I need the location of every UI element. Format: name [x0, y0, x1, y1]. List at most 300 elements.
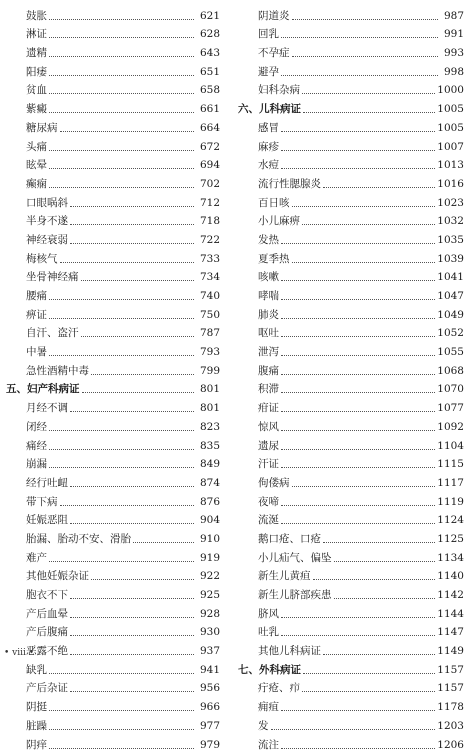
toc-entry-title: 发热: [258, 233, 279, 246]
dot-leader: [70, 410, 194, 412]
dot-leader: [302, 223, 435, 225]
toc-entry: [6, 733, 220, 752]
toc-page-number: 919: [199, 551, 220, 564]
toc-entry: [6, 621, 220, 640]
toc-page-number: 1125: [437, 532, 464, 545]
toc-page-number: 979: [199, 738, 220, 751]
toc-entry: [238, 378, 464, 397]
dot-leader: [70, 634, 194, 636]
toc-entry-title: 恶露不绝: [26, 645, 68, 658]
toc-section-heading: [238, 97, 464, 116]
toc-right-column: [238, 4, 464, 752]
toc-page-number: 1142: [437, 589, 464, 601]
toc-entry: [238, 191, 464, 210]
toc-entry: [6, 60, 220, 79]
toc-page-number: 651: [199, 65, 220, 78]
dot-leader: [49, 111, 194, 113]
dot-leader: [49, 36, 194, 38]
toc-page-number: 1047: [437, 290, 464, 302]
toc-entry: [238, 359, 464, 378]
toc-entry: [238, 340, 464, 359]
toc-entry: [6, 116, 220, 135]
toc-page-number: 904: [199, 514, 220, 527]
toc-entry-title: 中暑: [26, 346, 47, 359]
toc-entry-title: 流行性腮腺炎: [258, 177, 321, 190]
toc-page-number: 712: [199, 196, 220, 209]
dot-leader: [81, 335, 195, 337]
toc-page-number: 643: [199, 47, 220, 60]
toc-entry: [6, 415, 220, 434]
dot-leader: [323, 186, 435, 188]
toc-entry-title: 腹痛: [258, 364, 279, 377]
dot-leader: [281, 167, 435, 169]
toc-page-number: 991: [443, 28, 464, 41]
toc-page-number: 1134: [437, 551, 464, 564]
toc-page-number: 722: [199, 233, 220, 246]
dot-leader: [49, 18, 194, 20]
toc-entry: [238, 695, 464, 714]
dot-leader: [281, 317, 435, 319]
dot-leader: [49, 92, 194, 94]
page-number-footer: • viii •: [4, 648, 35, 658]
toc-entry-title: 口眼㖞斜: [26, 196, 68, 209]
toc-entry: [6, 41, 220, 60]
toc-entry: [238, 639, 464, 658]
toc-entry-title: 百日咳: [258, 196, 290, 209]
dot-leader: [292, 485, 436, 487]
toc-entry-title: 痹证: [26, 308, 47, 321]
toc-entry-title: 急性酒精中毒: [26, 364, 89, 377]
toc-entry: [238, 602, 464, 621]
dot-leader: [49, 317, 194, 319]
toc-entry-title: 惊风: [258, 420, 279, 433]
toc-entry: [6, 509, 220, 528]
toc-entry: [6, 527, 220, 546]
toc-entry: [238, 322, 464, 341]
dot-leader: [292, 18, 439, 20]
toc-entry: [238, 490, 464, 509]
toc-page-number: 658: [199, 84, 220, 97]
toc-entry-title: 夜啼: [258, 495, 279, 508]
toc-page-number: 928: [199, 607, 220, 620]
dot-leader: [49, 167, 194, 169]
toc-entry-title: 痛经: [26, 439, 47, 452]
toc-entry: [238, 396, 464, 415]
toc-entry-title: 鹅口疮、口疮: [258, 532, 321, 545]
toc-entry-title: 坐骨神经痛: [26, 271, 79, 284]
dot-leader: [281, 74, 438, 76]
toc-entry: [6, 303, 220, 322]
toc-page-number: 733: [199, 252, 220, 265]
dot-leader: [281, 466, 435, 468]
toc-entry-title: 鼓胀: [26, 9, 47, 22]
toc-page-number: 1032: [437, 215, 464, 228]
dot-leader: [281, 616, 435, 618]
toc-page-number: 672: [199, 140, 220, 153]
toc-entry: [6, 490, 220, 509]
toc-entry: [238, 546, 464, 565]
toc-entry: [6, 210, 220, 229]
toc-entry: [238, 266, 464, 285]
toc-entry-title: 崩漏: [26, 458, 47, 471]
toc-entry-title: 阴道炎: [258, 9, 290, 22]
dot-leader: [281, 335, 435, 337]
toc-entry: [6, 396, 220, 415]
toc-entry: [6, 565, 220, 584]
toc-page-number: 1147: [437, 626, 464, 639]
toc-page-number: 750: [199, 308, 220, 321]
toc-entry: [238, 4, 464, 23]
toc-page-number: 799: [199, 364, 220, 377]
toc-entry: [6, 340, 220, 359]
toc-page-number: 793: [199, 346, 220, 359]
dot-leader: [60, 504, 195, 506]
toc-entry-title: 淋证: [26, 28, 47, 41]
dot-leader: [292, 55, 439, 57]
toc-page-number: 740: [199, 290, 220, 302]
toc-entry-title: 呕吐: [258, 327, 279, 340]
dot-leader: [281, 36, 438, 38]
toc-page-number: 1055: [437, 346, 464, 359]
toc-entry: [238, 23, 464, 42]
toc-entry: [238, 210, 464, 229]
toc-page-number: 876: [199, 495, 220, 508]
toc-entry-title: 贫血: [26, 84, 47, 97]
dot-leader: [91, 578, 194, 580]
toc-entry-title: 不孕症: [258, 47, 290, 60]
toc-entry: [238, 453, 464, 472]
toc-entry: [6, 677, 220, 696]
toc-entry-title: 腰痛: [26, 290, 47, 302]
dot-leader: [49, 149, 194, 151]
toc-entry: [6, 695, 220, 714]
toc-page-number: 998: [443, 65, 464, 78]
toc-page-number: 1068: [437, 364, 464, 377]
toc-page-number: 966: [199, 701, 220, 714]
toc-entry-title: 月经不调: [26, 402, 68, 415]
toc-entry-title: 阴挺: [26, 701, 47, 714]
toc-entry: [238, 415, 464, 434]
dot-leader: [49, 466, 194, 468]
toc-entry: [238, 135, 464, 154]
dot-leader: [334, 560, 436, 562]
toc-entry-title: 缺乳: [26, 663, 47, 676]
toc-page-number: 1052: [437, 327, 464, 340]
toc-entry: [6, 639, 220, 658]
toc-entry: [6, 135, 220, 154]
dot-leader: [60, 130, 195, 132]
toc-entry-title: 遗精: [26, 47, 47, 60]
dot-leader: [82, 391, 195, 393]
toc-page-number: 1016: [437, 177, 464, 190]
dot-leader: [49, 672, 194, 674]
toc-page-number: 1005: [437, 103, 464, 116]
toc-entry: [6, 434, 220, 453]
toc-entry: [6, 583, 220, 602]
toc-entry-title: 脏躁: [26, 719, 47, 732]
toc-entry-title: 脐风: [258, 607, 279, 620]
toc-page-number: 1104: [437, 439, 464, 452]
toc-entry: [238, 565, 464, 584]
dot-leader: [70, 616, 194, 618]
dot-leader: [49, 429, 194, 431]
toc-entry-title: 新生儿黄疸: [258, 570, 311, 583]
toc-entry: [6, 453, 220, 472]
toc-entry: [238, 677, 464, 696]
dot-leader: [303, 672, 435, 674]
dot-leader: [60, 261, 195, 263]
toc-entry-title: 六、儿科病证: [238, 103, 301, 116]
toc-page-number: 1144: [437, 607, 464, 620]
toc-entry: [238, 228, 464, 247]
dot-leader: [70, 653, 194, 655]
dot-leader: [81, 279, 195, 281]
toc-entry-title: 闭经: [26, 420, 47, 433]
dot-leader: [281, 504, 435, 506]
dot-leader: [323, 653, 435, 655]
dot-leader: [292, 261, 436, 263]
toc-entry: [238, 154, 464, 173]
dot-leader: [281, 709, 435, 711]
toc-entry: [238, 434, 464, 453]
dot-leader: [70, 485, 194, 487]
toc-page-number: 823: [199, 420, 220, 433]
toc-page-number: 1140: [437, 570, 464, 583]
toc-entry: [6, 23, 220, 42]
dot-leader: [49, 560, 194, 562]
toc-entry: [6, 266, 220, 285]
toc-page-number: 1115: [437, 458, 464, 471]
toc-page-number: 1077: [437, 402, 464, 415]
toc-entry-title: 半身不遂: [26, 215, 68, 228]
dot-leader: [281, 298, 435, 300]
toc-entry-title: 妊娠恶阻: [26, 514, 68, 527]
toc-entry-title: 癫痫: [26, 177, 47, 190]
dot-leader: [70, 597, 194, 599]
dot-leader: [292, 205, 436, 207]
toc-page-number: 977: [199, 719, 220, 732]
dot-leader: [302, 690, 435, 692]
dot-leader: [302, 92, 435, 94]
toc-entry: [6, 471, 220, 490]
toc-entry-title: 其他妊娠杂证: [26, 570, 89, 583]
toc-entry: [6, 546, 220, 565]
dot-leader: [281, 634, 435, 636]
toc-entry-title: 产后腹痛: [26, 626, 68, 639]
toc-entry-title: 水痘: [258, 159, 279, 172]
toc-page-number: 956: [199, 682, 220, 695]
dot-leader: [49, 709, 194, 711]
toc-page-number: 1039: [437, 252, 464, 265]
dot-leader: [303, 111, 435, 113]
toc-entry: [238, 527, 464, 546]
dot-leader: [49, 55, 194, 57]
dot-leader: [281, 279, 435, 281]
toc-page-number: 993: [443, 47, 464, 60]
toc-entry-title: 带下病: [26, 495, 58, 508]
dot-leader: [70, 522, 194, 524]
toc-page-number: 718: [199, 215, 220, 228]
dot-leader: [281, 373, 435, 375]
toc-entry-title: 回乳: [258, 28, 279, 41]
toc-entry-title: 五、妇产科病证: [6, 383, 80, 396]
dot-leader: [271, 728, 436, 730]
toc-page-number: 1007: [437, 140, 464, 153]
toc-entry-title: 妇科杂病: [258, 84, 300, 97]
dot-leader: [49, 747, 194, 749]
dot-leader: [49, 186, 194, 188]
toc-entry-title: 痈疽: [258, 701, 279, 714]
toc-entry: [6, 97, 220, 116]
dot-leader: [49, 298, 194, 300]
toc-entry: [6, 191, 220, 210]
toc-entry-title: 感冒: [258, 121, 279, 134]
toc-page-number: 801: [199, 402, 220, 415]
toc-page-number: 849: [199, 458, 220, 471]
toc-entry: [238, 303, 464, 322]
toc-page-number: 702: [199, 177, 220, 190]
dot-leader: [281, 354, 435, 356]
toc-entry-title: 梅核气: [26, 252, 58, 265]
dot-leader: [281, 747, 435, 749]
toc-entry: [6, 172, 220, 191]
toc-entry-title: 糖尿病: [26, 121, 58, 134]
toc-entry-title: 产后杂证: [26, 682, 68, 695]
toc-page-number: 787: [199, 327, 220, 340]
toc-page-number: 734: [199, 271, 220, 284]
toc-entry: [6, 322, 220, 341]
toc-entry: [238, 172, 464, 191]
dot-leader: [91, 373, 194, 375]
toc-entry-title: 神经衰弱: [26, 233, 68, 246]
dot-leader: [70, 223, 194, 225]
toc-page-number: 1157: [437, 663, 464, 676]
toc-page-number: 1157: [437, 682, 464, 695]
toc-page-number: 1035: [437, 233, 464, 246]
toc-entry-title: 紫癜: [26, 103, 47, 116]
dot-leader: [133, 541, 194, 543]
toc-page-number: 910: [199, 532, 220, 545]
toc-entry: [6, 247, 220, 266]
toc-entry: [238, 471, 464, 490]
toc-entry: [238, 41, 464, 60]
toc-page-number: 1178: [437, 701, 464, 714]
toc-entry: [238, 583, 464, 602]
dot-leader: [49, 448, 194, 450]
toc-entry-title: 头痛: [26, 140, 47, 153]
toc-entry: [6, 359, 220, 378]
toc-page-number: 1000: [437, 84, 464, 97]
toc-entry-title: 七、外科病证: [238, 663, 301, 676]
toc-entry: [6, 154, 220, 173]
toc-page-number: 1124: [437, 514, 464, 527]
toc-entry: [238, 714, 464, 733]
dot-leader: [49, 74, 194, 76]
toc-page-number: 694: [199, 159, 220, 172]
toc-entry: [6, 284, 220, 303]
dot-leader: [281, 410, 435, 412]
toc-entry-title: 泄泻: [258, 346, 279, 359]
toc-page-number: 801: [199, 383, 220, 396]
toc-entry-title: 胎漏、胎动不安、滑胎: [26, 532, 131, 545]
toc-entry-title: 其他儿科病证: [258, 645, 321, 658]
toc-entry-title: 疳证: [258, 402, 279, 415]
toc-entry: [238, 247, 464, 266]
toc-entry-title: 流注: [258, 738, 279, 751]
toc-entry: [238, 79, 464, 98]
toc-entry-title: 阳痿: [26, 65, 47, 78]
toc-entry: [238, 509, 464, 528]
dot-leader: [49, 728, 194, 730]
toc-left-column: [6, 4, 220, 752]
toc-entry-title: 咳嗽: [258, 271, 279, 284]
toc-entry-title: 遗尿: [258, 439, 279, 452]
toc-entry-title: 流涎: [258, 514, 279, 527]
dot-leader: [281, 448, 435, 450]
toc-entry-title: 夏季热: [258, 252, 290, 265]
toc-entry-title: 麻疹: [258, 140, 279, 153]
toc-page-number: 664: [199, 121, 220, 134]
toc-page-number: 937: [199, 645, 220, 658]
toc-entry: [6, 714, 220, 733]
toc-page-number: 1013: [437, 159, 464, 172]
dot-leader: [313, 578, 436, 580]
toc-entry: [6, 4, 220, 23]
toc-entry-title: 佝偻病: [258, 476, 290, 489]
toc-entry-title: 小儿麻痹: [258, 215, 300, 228]
toc-entry-title: 发: [258, 719, 269, 732]
toc-page-number: 1117: [437, 476, 464, 489]
toc-entry: [238, 116, 464, 135]
toc-entry-title: 疔疮、疖: [258, 682, 300, 695]
toc-entry-title: 避孕: [258, 65, 279, 78]
toc-entry-title: 哮喘: [258, 290, 279, 302]
toc-entry: [238, 733, 464, 752]
toc-entry-title: 胞衣不下: [26, 589, 68, 601]
toc-entry: [238, 60, 464, 79]
toc-page-number: 1049: [437, 308, 464, 321]
toc-page-number: 1023: [437, 196, 464, 209]
toc-page-number: 1119: [437, 495, 464, 508]
dot-leader: [49, 354, 194, 356]
toc-page-number: 987: [443, 9, 464, 22]
toc-entry-title: 自汗、盗汗: [26, 327, 79, 340]
toc-page-number: 1203: [437, 719, 464, 732]
toc-entry-title: 经行吐衄: [26, 476, 68, 489]
dot-leader: [323, 541, 435, 543]
toc-entry-title: 眩晕: [26, 159, 47, 172]
toc-entry-title: 难产: [26, 551, 47, 564]
toc-entry: [238, 621, 464, 640]
toc-entry-title: 产后血晕: [26, 607, 68, 620]
dot-leader: [281, 149, 435, 151]
toc-entry-title: 小儿疝气、偏坠: [258, 551, 332, 564]
toc-page-number: 1005: [437, 121, 464, 134]
toc-page-number: 621: [199, 9, 220, 22]
dot-leader: [281, 130, 435, 132]
toc-page-number: 661: [199, 103, 220, 116]
dot-leader: [281, 242, 435, 244]
toc-page-number: 930: [199, 626, 220, 639]
dot-leader: [281, 391, 435, 393]
toc-page-number: 941: [199, 663, 220, 676]
toc-entry-title: 阴痒: [26, 738, 47, 751]
toc-page-number: 922: [199, 570, 220, 583]
dot-leader: [281, 429, 435, 431]
toc-page-number: 1092: [437, 420, 464, 433]
dot-leader: [70, 690, 194, 692]
toc-entry-title: 吐乳: [258, 626, 279, 639]
